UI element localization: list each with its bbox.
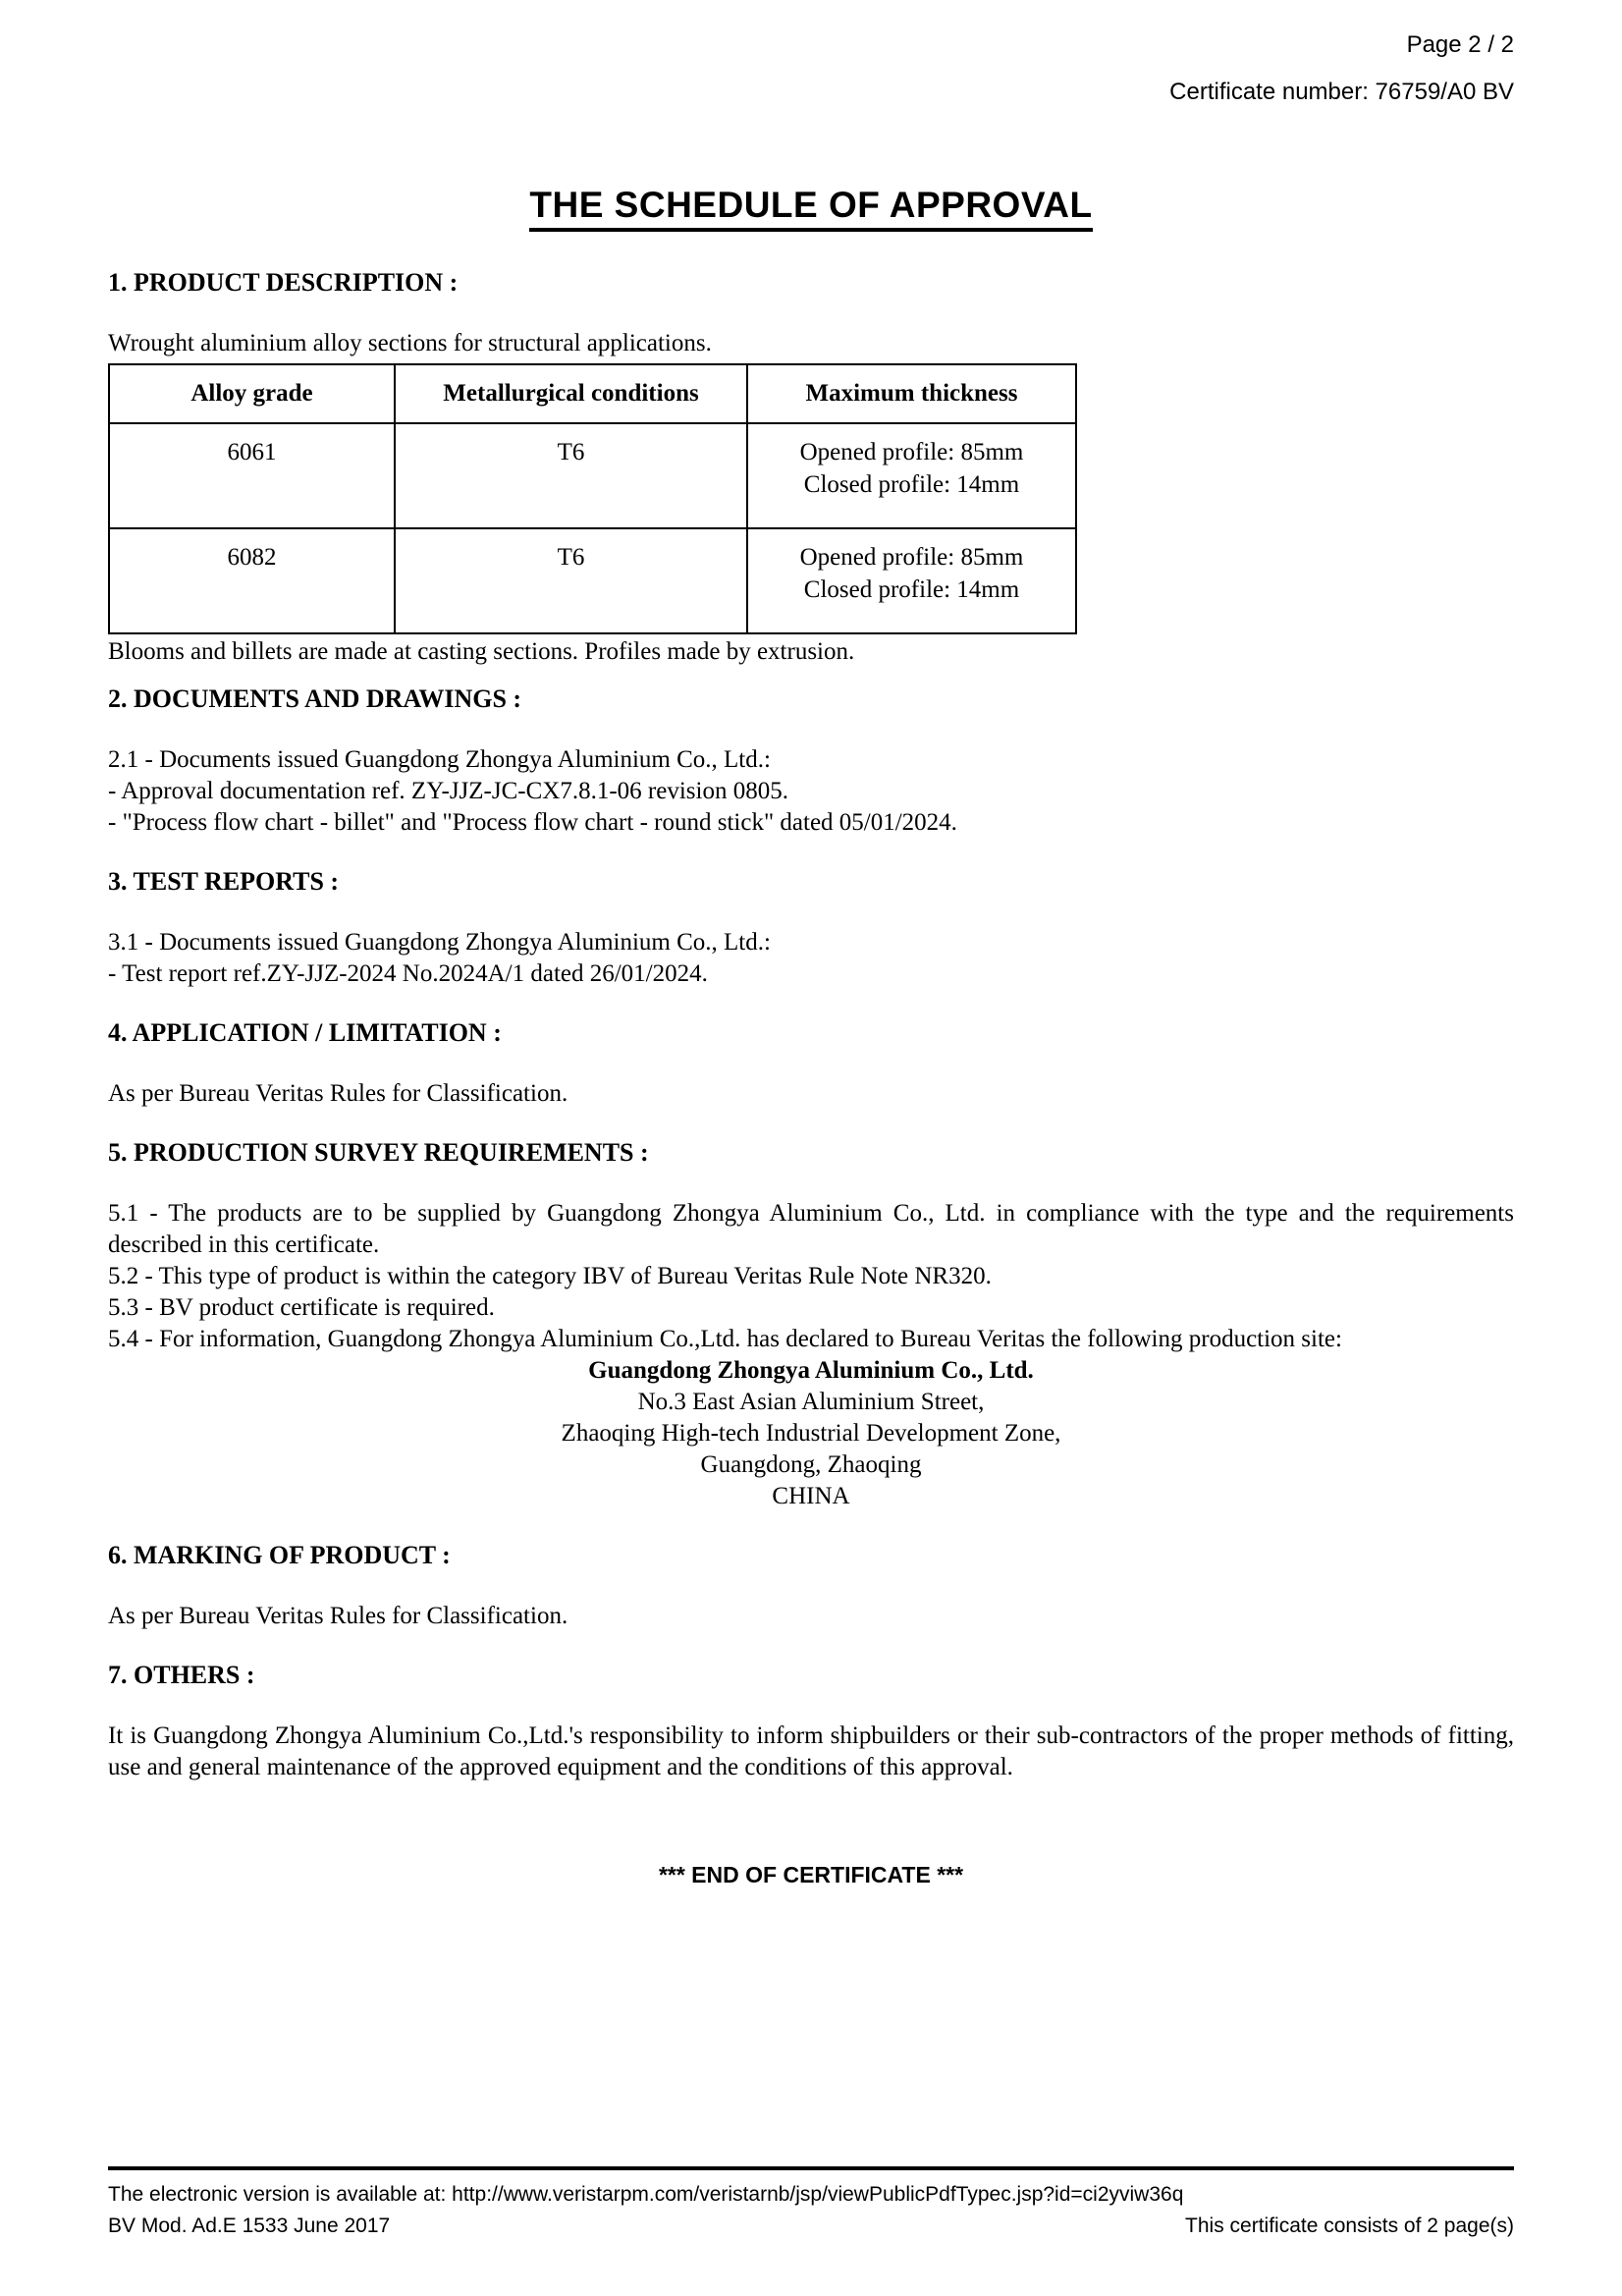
thickness-line: Closed profile: 14mm (803, 471, 1020, 498)
product-description-intro: Wrought aluminium alloy sections for structural applications. (108, 330, 712, 356)
section-3-heading: 3. TEST REPORTS : (108, 867, 340, 896)
thickness-line: Closed profile: 14mm (803, 576, 1020, 603)
documents-line: 2.1 - Documents issued Guangdong Zhongya Aluminium Co., Ltd.: (108, 746, 771, 773)
page-number: Page 2 / 2 (1406, 31, 1514, 58)
documents-line: - "Process flow chart - billet" and "Process flow chart - round stick" dated 05/01/2024. (108, 809, 957, 836)
cell-metallurgical-condition: T6 (395, 423, 747, 528)
document-footer (108, 2182, 1514, 2239)
cell-maximum-thickness (747, 528, 1076, 633)
survey-item-5-1: 5.1 - The products are to be supplied by Guangdong Zhongya Aluminium Co., Ltd. in compliance with the type and the requirements described in this certificate. (108, 1200, 1514, 1258)
production-site-country: CHINA (772, 1483, 850, 1509)
production-site-address: Guangdong, Zhaoqing (700, 1451, 922, 1478)
section-4-heading: 4. APPLICATION / LIMITATION : (108, 1018, 502, 1047)
page-count-note: This certificate consists of 2 page(s) (1185, 2214, 1514, 2237)
test-report-line: 3.1 - Documents issued Guangdong Zhongya Aluminium Co., Ltd.: (108, 929, 771, 956)
page-title: THE SCHEDULE OF APPROVAL (529, 185, 1092, 232)
end-of-certificate-marker: *** END OF CERTIFICATE *** (658, 1862, 964, 1887)
section-1-heading: 1. PRODUCT DESCRIPTION : (108, 268, 459, 297)
marking-of-product-body: As per Bureau Veritas Rules for Classification. (108, 1603, 568, 1629)
section-6-heading: 6. MARKING OF PRODUCT : (108, 1541, 451, 1569)
thickness-line: Opened profile: 85mm (799, 544, 1024, 571)
footer-divider (108, 2166, 1514, 2170)
alloy-table (108, 363, 1077, 634)
table-row (109, 528, 1076, 633)
documents-line: - Approval documentation ref. ZY-JJZ-JC-CX7.8.1-06 revision 0805. (108, 778, 788, 804)
production-site-address: No.3 East Asian Aluminium Street, (637, 1389, 985, 1415)
cell-alloy-grade: 6061 (109, 423, 395, 528)
test-report-line: - Test report ref.ZY-JJZ-2024 No.2024A/1 dated 26/01/2024. (108, 960, 708, 987)
section-5-heading: 5. PRODUCTION SURVEY REQUIREMENTS : (108, 1138, 649, 1167)
thickness-line: Opened profile: 85mm (799, 439, 1024, 465)
section-2-heading: 2. DOCUMENTS AND DRAWINGS : (108, 684, 522, 713)
product-description-note: Blooms and billets are made at casting sections. Profiles made by extrusion. (108, 638, 855, 665)
column-header-maximum-thickness: Maximum thickness (747, 364, 1076, 423)
others-body: It is Guangdong Zhongya Aluminium Co.,Ltd.'s responsibility to inform shipbuilders or their sub-contractors of the proper methods of fitting, use and general maintenance of the approved equipment and the conditions of this approval. (108, 1722, 1514, 1780)
table-row (109, 423, 1076, 528)
production-site-address: Zhaoqing High-tech Industrial Development Zone, (561, 1420, 1061, 1447)
cell-maximum-thickness (747, 423, 1076, 528)
cell-alloy-grade: 6082 (109, 528, 395, 633)
document-header (108, 0, 1514, 106)
form-reference: BV Mod. Ad.E 1533 June 2017 (108, 2214, 391, 2237)
title-container (108, 185, 1514, 232)
section-7-heading: 7. OTHERS : (108, 1661, 255, 1689)
electronic-version-note: The electronic version is available at: http://www.veristarpm.com/veristarnb/jsp/viewPublicPdfTypec.jsp?id=ci2yviw36q (108, 2183, 1184, 2206)
application-limitation-body: As per Bureau Veritas Rules for Classification. (108, 1080, 568, 1107)
cell-metallurgical-condition: T6 (395, 528, 747, 633)
column-header-alloy-grade: Alloy grade (109, 364, 395, 423)
certificate-number: Certificate number: 76759/A0 BV (1169, 79, 1514, 105)
column-header-metallurgical-conditions: Metallurgical conditions (395, 364, 747, 423)
alloy-table-header-row (109, 364, 1076, 423)
survey-item-5-3: 5.3 - BV product certificate is required. (108, 1294, 495, 1321)
survey-item-5-2: 5.2 - This type of product is within the category IBV of Bureau Veritas Rule Note NR320. (108, 1263, 992, 1289)
survey-item-5-4: 5.4 - For information, Guangdong Zhongya Aluminium Co.,Ltd. has declared to Bureau Veritas the following production site: (108, 1326, 1342, 1352)
production-site-name: Guangdong Zhongya Aluminium Co., Ltd. (588, 1357, 1034, 1384)
